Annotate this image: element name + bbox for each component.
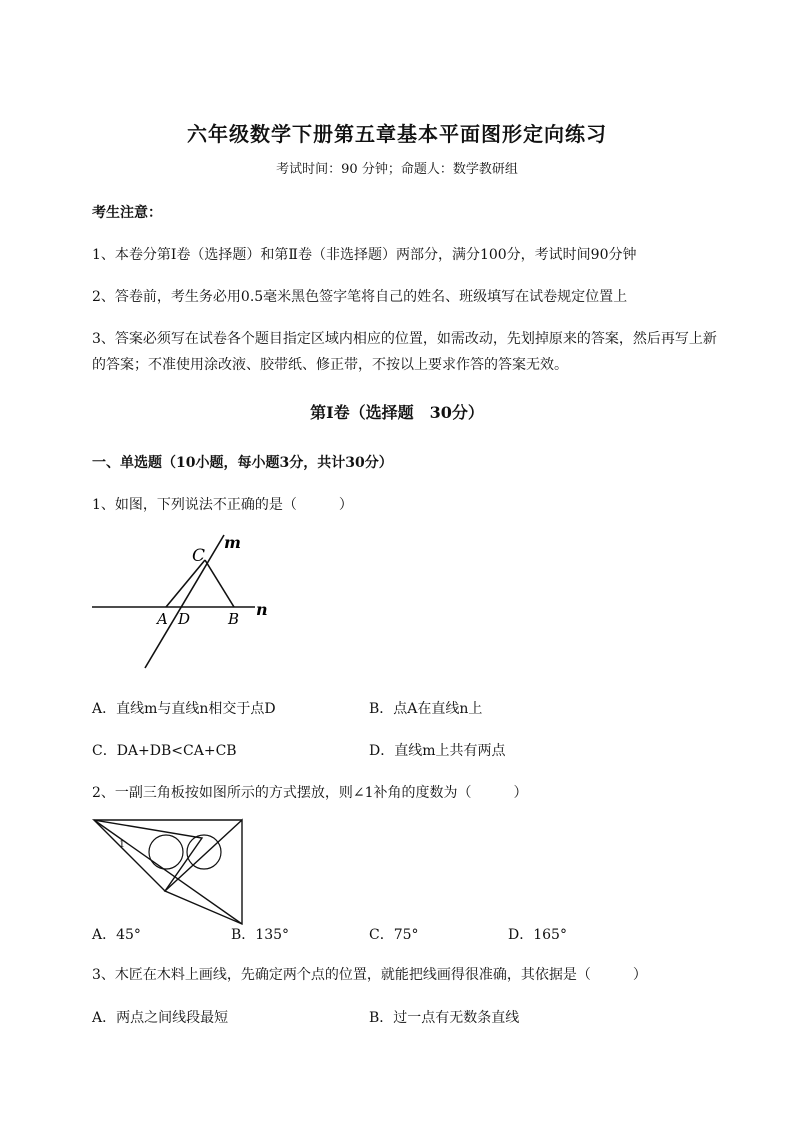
notice-item-2: 2、答卷前，考生务必用0.5毫米黑色签字笔将自己的姓名、班级填写在试卷规定位置上	[92, 289, 628, 305]
angle-1-label: 1	[119, 838, 125, 850]
question-3-stem: 3、木匠在木料上画线，先确定两个点的位置，就能把线画得很准确，其依据是（ ）	[92, 967, 647, 983]
label-d: D	[178, 610, 191, 628]
label-b: B	[228, 610, 240, 628]
question-2-option-a[interactable]: A．45°	[92, 927, 141, 943]
notice-item-1: 1、本卷分第Ⅰ卷（选择题）和第Ⅱ卷（非选择题）两部分，满分100分，考试时间90分钟	[92, 247, 637, 263]
question-2-option-b[interactable]: B．135°	[231, 927, 290, 943]
line-m	[145, 535, 224, 668]
notice-item-3: 3、答案必须写在试卷各个题目指定区域内相应的位置，如需改动，先划掉原来的答案，然后再写上新	[92, 331, 717, 347]
section-title: 第Ⅰ卷（选择题 30分）	[310, 403, 484, 422]
question-2-stem: 2、一副三角板按如图所示的方式摆放，则∠1补角的度数为（ ）	[92, 785, 528, 801]
question-3-option-a[interactable]: A．两点之间线段最短	[92, 1010, 229, 1026]
label-a: A	[157, 610, 168, 628]
question-1-figure	[90, 530, 280, 672]
question-1-option-d[interactable]: D．直线m上共有两点	[369, 743, 506, 759]
page-title: 六年级数学下册第五章基本平面图形定向练习	[187, 122, 607, 146]
label-m: m	[224, 533, 241, 552]
exam-info: 考试时间：90 分钟；命题人：数学教研组	[276, 162, 518, 177]
question-1-option-b[interactable]: B．点A在直线n上	[369, 701, 483, 717]
question-2-figure	[90, 816, 250, 928]
question-1-option-c[interactable]: C．DA+DB<CA+CB	[92, 743, 237, 759]
question-2-option-d[interactable]: D．165°	[508, 927, 567, 943]
notice-heading: 考生注意：	[92, 205, 162, 221]
hole-left	[149, 835, 183, 869]
question-2-option-c[interactable]: C．75°	[369, 927, 419, 943]
question-1-stem: 1、如图，下列说法不正确的是（ ）	[92, 497, 353, 513]
part-title: 一、单选题（10小题，每小题3分，共计30分）	[92, 455, 393, 471]
notice-item-3-cont: 的答案；不准使用涂改液、胶带纸、修正带，不按以上要求作答的答案无效。	[92, 357, 568, 373]
label-c: C	[192, 546, 206, 566]
question-1-option-a[interactable]: A．直线m与直线n相交于点D	[92, 701, 276, 717]
label-n: n	[256, 600, 268, 619]
segment-cb	[205, 560, 234, 607]
question-3-option-b[interactable]: B．过一点有无数条直线	[369, 1010, 520, 1026]
